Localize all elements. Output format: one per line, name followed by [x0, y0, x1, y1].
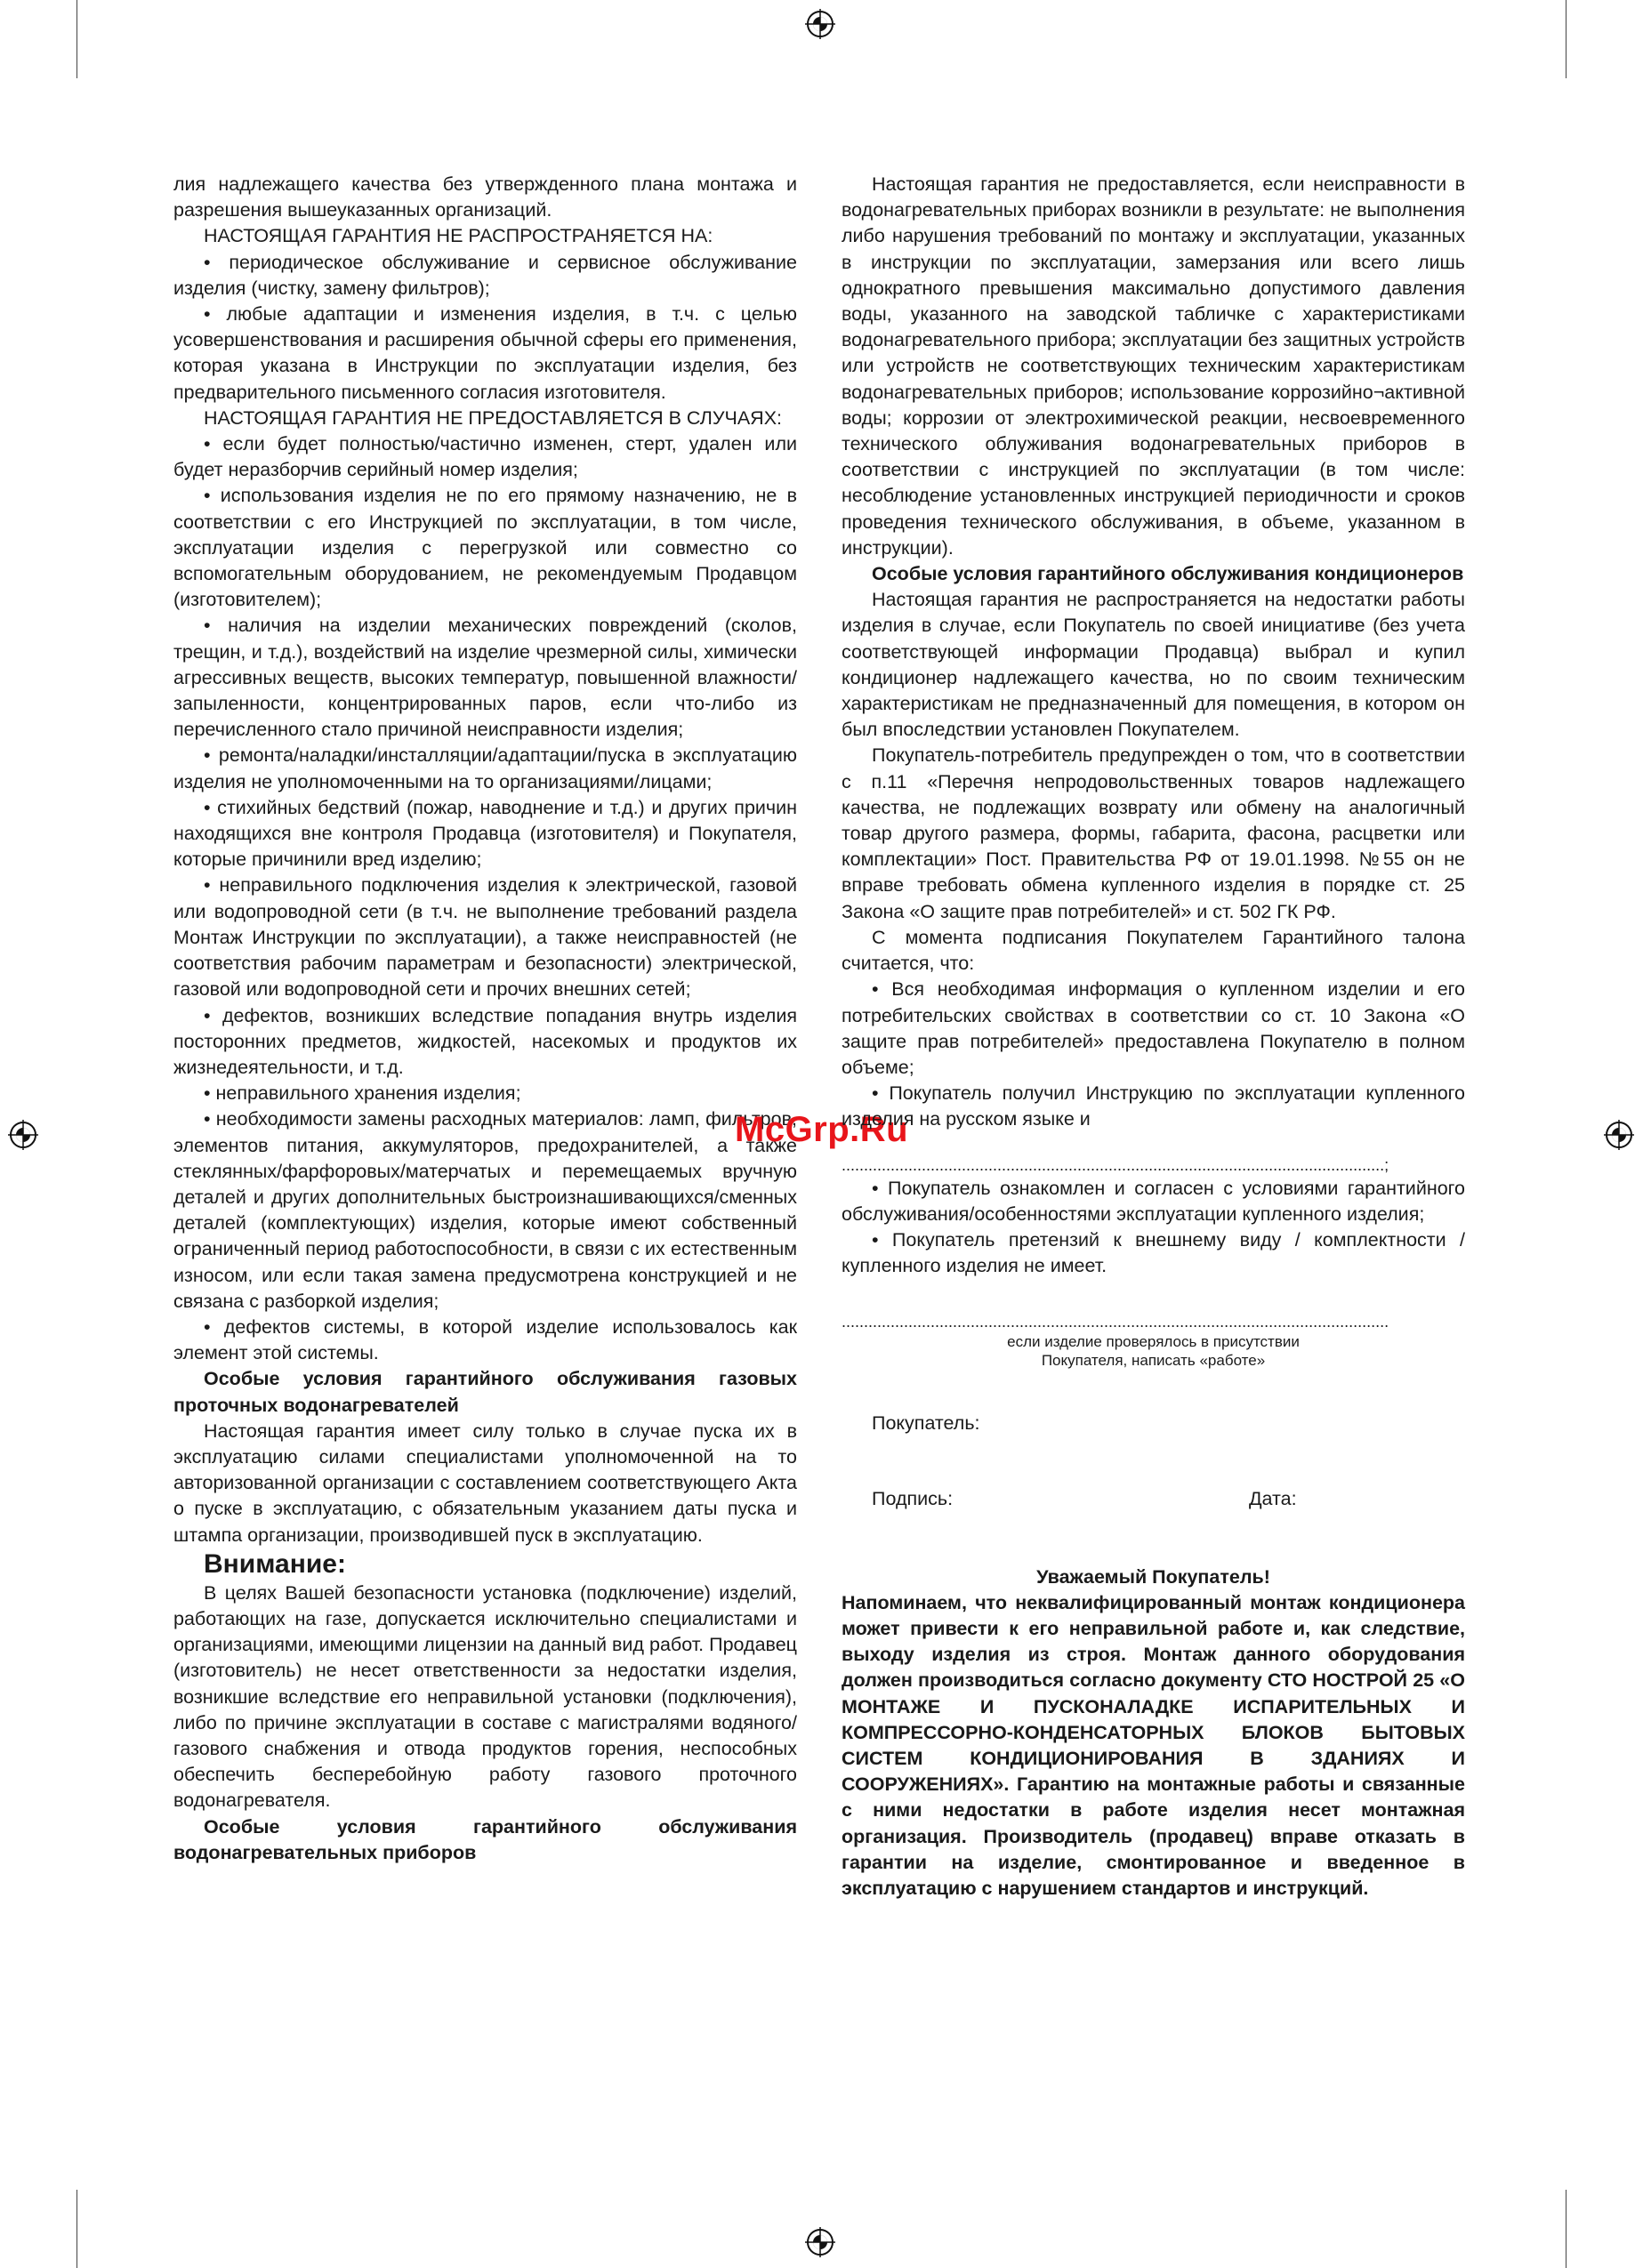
case-item: • необходимости замены расходных материалов: ламп, фильтров, элементов питания, аккумуляторов, предохранителей, а также стеклянных/фарфоровых/матерчатых и перемещаемых вручную деталей и других дополнительных быстроизнашивающихся/сменных деталей (комплектующих) изделия, которые имеют собственный ограниченный период работоспособности, в связи с их естественным износом, или если такая замена предусмотрена конструкцией и не связана с разборкой изделия;: [173, 1108, 797, 1312]
water-heaters-paragraph: Настоящая гарантия не предоставляется, если неисправности в водонагревательных приборах возникли в результате: не выполнения либо нарушения требований по монтажу и эксплуатации, указанных в инструкции по эксплуатации, замерзания или всего лишь однократного превышения максимально допустимого давления воды, указанного на заводской табличке с характеристиками водонагревательного прибора; эксплуатации без защитных устройств или устройств не соответствующих техническим характеристикам водонагревательных приборов; использование коррозийно¬активной воды; коррозии от электрохимической реакции, несвоевременного технического облуживания водонагревательных приборов в соответствии с инструкцией по эксплуатации (в том числе: несоблюдение установленных инструкцией периодичности и сроков проведения технического обслуживания, в объеме, указанном в инструкции).: [842, 173, 1465, 559]
signing-paragraph: С момента подписания Покупателем Гарантийного талона считается, что:: [842, 926, 1465, 975]
spacer: [842, 1279, 1465, 1311]
registration-mark-left: [8, 1120, 38, 1150]
warranty-not-granted-heading: НАСТОЯЩАЯ ГАРАНТИЯ НЕ ПРЕДОСТАВЛЯЕТСЯ В СЛУЧАЯХ:: [204, 406, 783, 429]
watermark: McGrp.Ru: [735, 1110, 909, 1149]
registration-mark-top: [805, 9, 835, 39]
attention-heading: Внимание:: [204, 1548, 346, 1579]
exclusion-item: • любые адаптации и изменения изделия, в т.ч. с целью усовершенствования и расширения обычной сферы его применения, которая указана в Инструкции по эксплуатации изделия, без предварительного письменного согласия изготовителя.: [173, 303, 797, 403]
fill-in-note: Покупателя, написать «работе»: [1041, 1352, 1266, 1370]
spacer: [842, 1370, 1465, 1411]
signing-item: • Покупатель ознакомлен и согласен с условиями гарантийного обслуживания/особенностями эксплуатации купленного изделия;: [842, 1177, 1465, 1225]
warranty-exclusions-heading: НАСТОЯЩАЯ ГАРАНТИЯ НЕ РАСПРОСТРАНЯЕТСЯ НА:: [204, 225, 713, 247]
left-column: [173, 172, 797, 1866]
safety-paragraph: В целях Вашей безопасности установка (подключение) изделий, работающих на газе, допускается исключительно специалистами и организациями, имеющими лицензии на данный вид работ. Продавец (изготовитель) не несет ответственности за недостатки изделия, возникшие вследствие его неправильной установки (подключения), либо по причине эксплуатации в составе с магистралями водяного/газового снабжения и отвода продуктов горения, неспособных обеспечить бесперебойную работу газового проточного водонагревателя.: [173, 1581, 797, 1812]
spacer: [842, 1133, 1465, 1154]
closing-paragraph: Напоминаем, что неквалифицированный монтаж кондиционера может привести к его неправильной работе и, как следствие, выходу изделия из строя. Монтаж данного оборудования должен производиться согласно документу СТО НОСТРОЙ 25 «О МОНТАЖЕ И ПУСКОНАЛАДКЕ ИСПАРИТЕЛЬНЫХ И КОМПРЕССОРНО-КОНДЕНСАТОРНЫХ БЛОКОВ БЫТОВЫХ СИСТЕМ КОНДИЦИОНИРОВАНИЯ В ЗДАНИЯХ И СООРУЖЕНИЯХ». Гарантию на монтажные работы и связанные с ними недостатки в работе изделия несет монтажная организация. Производитель (продавец) вправе отказать в гарантии на изделие, смонтированное и введенное в эксплуатацию с нарушением стандартов и инструкций.: [842, 1591, 1465, 1899]
right-column: [842, 172, 1465, 1902]
gas-heaters-paragraph: Настоящая гарантия имеет силу только в случае пуска их в эксплуатацию силами специалистами уполномоченной на то авторизованной организации с составлением соответствующего Акта о пуске в эксплуатацию, с обязательным указанием даты пуска и штампа организации, производившей пуск в эксплуатацию.: [173, 1420, 797, 1546]
gas-heaters-section-heading: Особые условия гарантийного обслуживания газовых проточных водонагревателей: [173, 1368, 797, 1416]
closing-title: Уважаемый Покупатель!: [1036, 1565, 1270, 1588]
fill-in-line: ...........................................................................................................................: [842, 1313, 1389, 1331]
signature-label: Подпись:: [872, 1487, 954, 1509]
signature-row: [842, 1486, 1465, 1513]
signing-item: • Покупатель получил Инструкцию по эксплуатации купленного изделия на русском языке и: [842, 1082, 1465, 1130]
exclusion-item: • периодическое обслуживание и сервисное обслуживание изделия (чистку, замену фильтров);: [173, 251, 797, 299]
air-conditioners-paragraph: Настоящая гарантия не распространяется на недостатки работы изделия в случае, если Покупатель по своей инициативе (без учета соответствующей информации Продавца) выбрал и купил кондиционер надлежащего качества, но по своим техническим характеристикам не предназначенный для помещения, в котором он был впоследствии установлен Покупателем.: [842, 589, 1465, 741]
consumer-notice-paragraph: Покупатель-потребитель предупрежден о том, что в соответствии с п.11 «Перечня непродовольственных товаров надлежащего качества, не подлежащих возврату или обмену на аналогичный товар другого размера, формы, габарита, фасона, расцветки или комплектации» Пост. Правительства РФ от 19.01.1998. №55 он не вправе требовать обмена купленного изделия в порядке ст. 25 Закона «О защите прав потребителей» и ст. 502 ГК РФ.: [842, 744, 1465, 922]
fill-in-line: ..........................................................................................................................;: [842, 1155, 1389, 1174]
registration-mark-right: [1604, 1120, 1634, 1150]
fill-in-note: если изделие проверялось в присутствии: [1007, 1333, 1300, 1351]
case-item: • использования изделия не по его прямому назначению, не в соответствии с его Инструкцией по эксплуатации, в том числе, эксплуатации изделия с перегрузкой или совместно со вспомогательным оборудованием, не рекомендуемым Продавцом (изготовителем);: [173, 485, 797, 611]
case-item: • стихийных бедствий (пожар, наводнение и т.д.) и других причин находящихся вне контроля Продавца (изготовителя) и Покупателя, которые причинили вред изделию;: [173, 796, 797, 871]
case-item: • ремонта/наладки/инсталляции/адаптации/пуска в эксплуатацию изделия не уполномоченными на то организациями/лицами;: [173, 744, 797, 792]
air-conditioners-section-heading: Особые условия гарантийного обслуживания кондиционеров: [872, 563, 1464, 585]
case-item: • неправильного хранения изделия;: [204, 1082, 521, 1105]
case-item: • неправильного подключения изделия к электрической, газовой или водопроводной сети (в т.ч. не выполнение требований раздела Монтаж Инструкции по эксплуатации), а также неисправностей (не соответствия рабочим параметрам и безопасности) электрической, газовой или водопроводной сети и прочих внешних сетей;: [173, 874, 797, 1001]
signing-item: • Вся необходимая информация о купленном изделии и его потребительских свойствах в соответствии со ст. 10 Закона «О защите прав потребителей» предоставлена Покупателю в полном объеме;: [842, 978, 1465, 1078]
left-intro-paragraph: лия надлежащего качества без утвержденного плана монтажа и разрешения вышеуказанных организаций.: [173, 173, 797, 221]
case-item: • дефектов системы, в которой изделие использовалось как элемент этой системы.: [173, 1315, 797, 1364]
water-heaters-section-heading: Особые условия гарантийного обслуживания водонагревательных приборов: [173, 1815, 797, 1863]
case-item: • если будет полностью/частично изменен, стерт, удален или будет неразборчив серийный номер изделия;: [173, 433, 797, 481]
spacer: [842, 1437, 1465, 1486]
case-item: • наличия на изделии механических повреждений (сколов, трещин, и т.д.), воздействий на изделие чрезмерной силы, химически агрессивных веществ, высоких температур, повышенной влажности/запыленности, концентрированных паров, если что-либо из перечисленного стало причиной неисправности изделия;: [173, 615, 797, 741]
case-item: • дефектов, возникших вследствие попадания внутрь изделия посторонних предметов, жидкостей, насекомых и продуктов их жизнедеятельности, и т.д.: [173, 1004, 797, 1078]
signing-item: • Покупатель претензий к внешнему виду / комплектности / купленного изделия не имеет.: [842, 1228, 1465, 1277]
registration-mark-bottom: [805, 2227, 835, 2257]
spacer: [842, 1513, 1465, 1564]
buyer-label: Покупатель:: [872, 1412, 980, 1435]
date-label: Дата:: [1249, 1487, 1297, 1509]
